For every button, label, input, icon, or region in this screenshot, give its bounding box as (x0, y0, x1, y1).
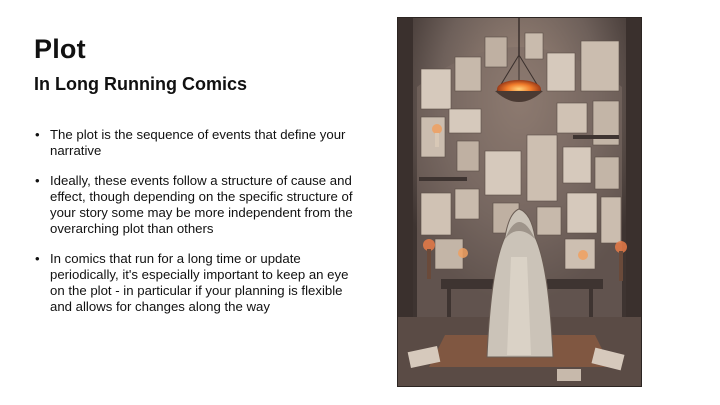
bullet-text: In comics that run for a long time or update periodically, it's especially important to keep an eye on the plot - in particular if your planning is flexible and allows for changes along the way (50, 251, 349, 314)
illustration (397, 17, 642, 387)
bullet-item (34, 173, 354, 237)
left-shelf (419, 177, 467, 181)
left-desk (441, 279, 497, 289)
bullet-text: Ideally, these events follow a structure of cause and effect, though depending on the specific structure of your story some may be more independent from the overarching plot than others (50, 173, 353, 236)
bullet-marker: • (35, 251, 40, 266)
right-shelf (573, 135, 619, 139)
slide-subtitle: In Long Running Comics (34, 74, 247, 94)
bullet-marker: • (35, 173, 40, 188)
slide-title: Plot (34, 34, 86, 64)
bullet-text: The plot is the sequence of events that define your narrative (50, 127, 346, 158)
right-desk (547, 279, 603, 289)
bullet-item (34, 127, 354, 159)
bullet-item (34, 251, 354, 315)
bullet-marker: • (35, 127, 40, 142)
bullet-list (34, 127, 354, 329)
